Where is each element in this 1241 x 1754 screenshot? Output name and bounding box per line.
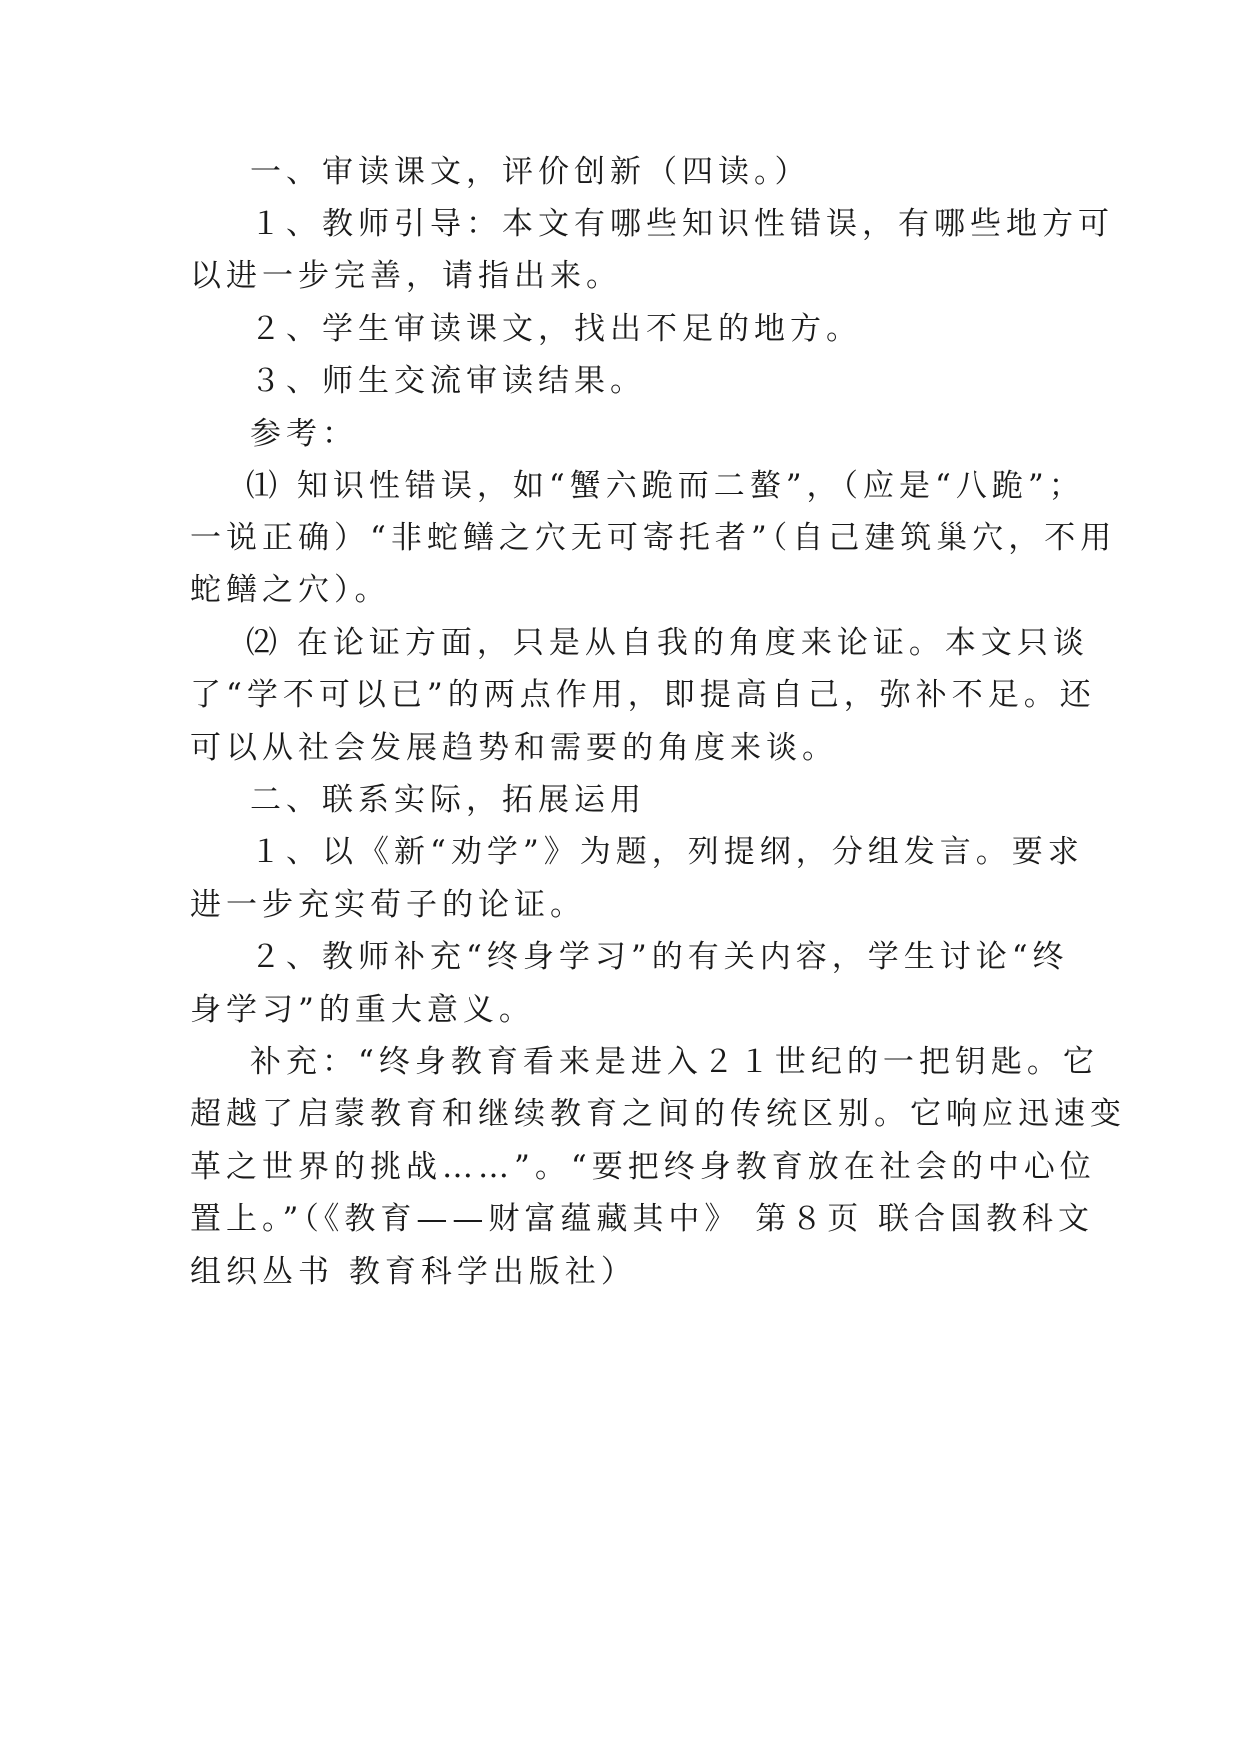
paragraph-line: 了“学不可以已”的两点作用，即提高自己，弥补不足。还	[190, 677, 1096, 713]
paragraph-line: 以进一步完善，请指出来。	[190, 258, 622, 294]
paragraph-line: 身学习”的重大意义。	[190, 992, 535, 1028]
paragraph-line: ３、师生交流审读结果。	[250, 363, 646, 399]
paragraph-line: ２、学生审读课文，找出不足的地方。	[250, 311, 862, 347]
paragraph-line: 革之世界的挑战……”。“要把终身教育放在社会的中心位	[190, 1149, 1096, 1185]
paragraph-line: 补充：“终身教育看来是进入２１世纪的一把钥匙。它	[250, 1044, 1099, 1080]
paragraph-line: 进一步充实荀子的论证。	[190, 887, 586, 923]
paragraph-line: 可以从社会发展趋势和需要的角度来谈。	[190, 730, 838, 766]
paragraph-line: 一说正确）“非蛇鳝之穴无可寄托者”（自己建筑巢穴，不用	[190, 520, 1117, 556]
section-heading-1: 一、审读课文，评价创新（四读。）	[250, 154, 811, 190]
paragraph-line: ⑵ 在论证方面，只是从自我的角度来论证。本文只谈	[246, 625, 1089, 661]
paragraph-line: 蛇鳝之穴）。	[190, 572, 391, 608]
section-heading-2: 二、联系实际，拓展运用	[250, 782, 646, 818]
paragraph-line: ２、教师补充“终身学习”的有关内容，学生讨论“终	[250, 939, 1069, 975]
paragraph-line: １、教师引导：本文有哪些知识性错误，有哪些地方可	[250, 206, 1114, 242]
paragraph-line: 超越了启蒙教育和继续教育之间的传统区别。它响应迅速变	[190, 1096, 1126, 1132]
paragraph-line: ⑴ 知识性错误，如“蟹六跪而二螯”，（应是“八跪”；	[246, 468, 1085, 504]
paragraph-line: １、以《新“劝学”》为题，列提纲，分组发言。要求	[250, 834, 1084, 870]
paragraph-line: 参考：	[250, 416, 358, 452]
paragraph-line: 组织丛书 教育科学出版社）	[190, 1254, 637, 1290]
paragraph-line: 置上。”（《教育——财富蕴藏其中》 第８页 联合国教科文	[190, 1201, 1095, 1237]
